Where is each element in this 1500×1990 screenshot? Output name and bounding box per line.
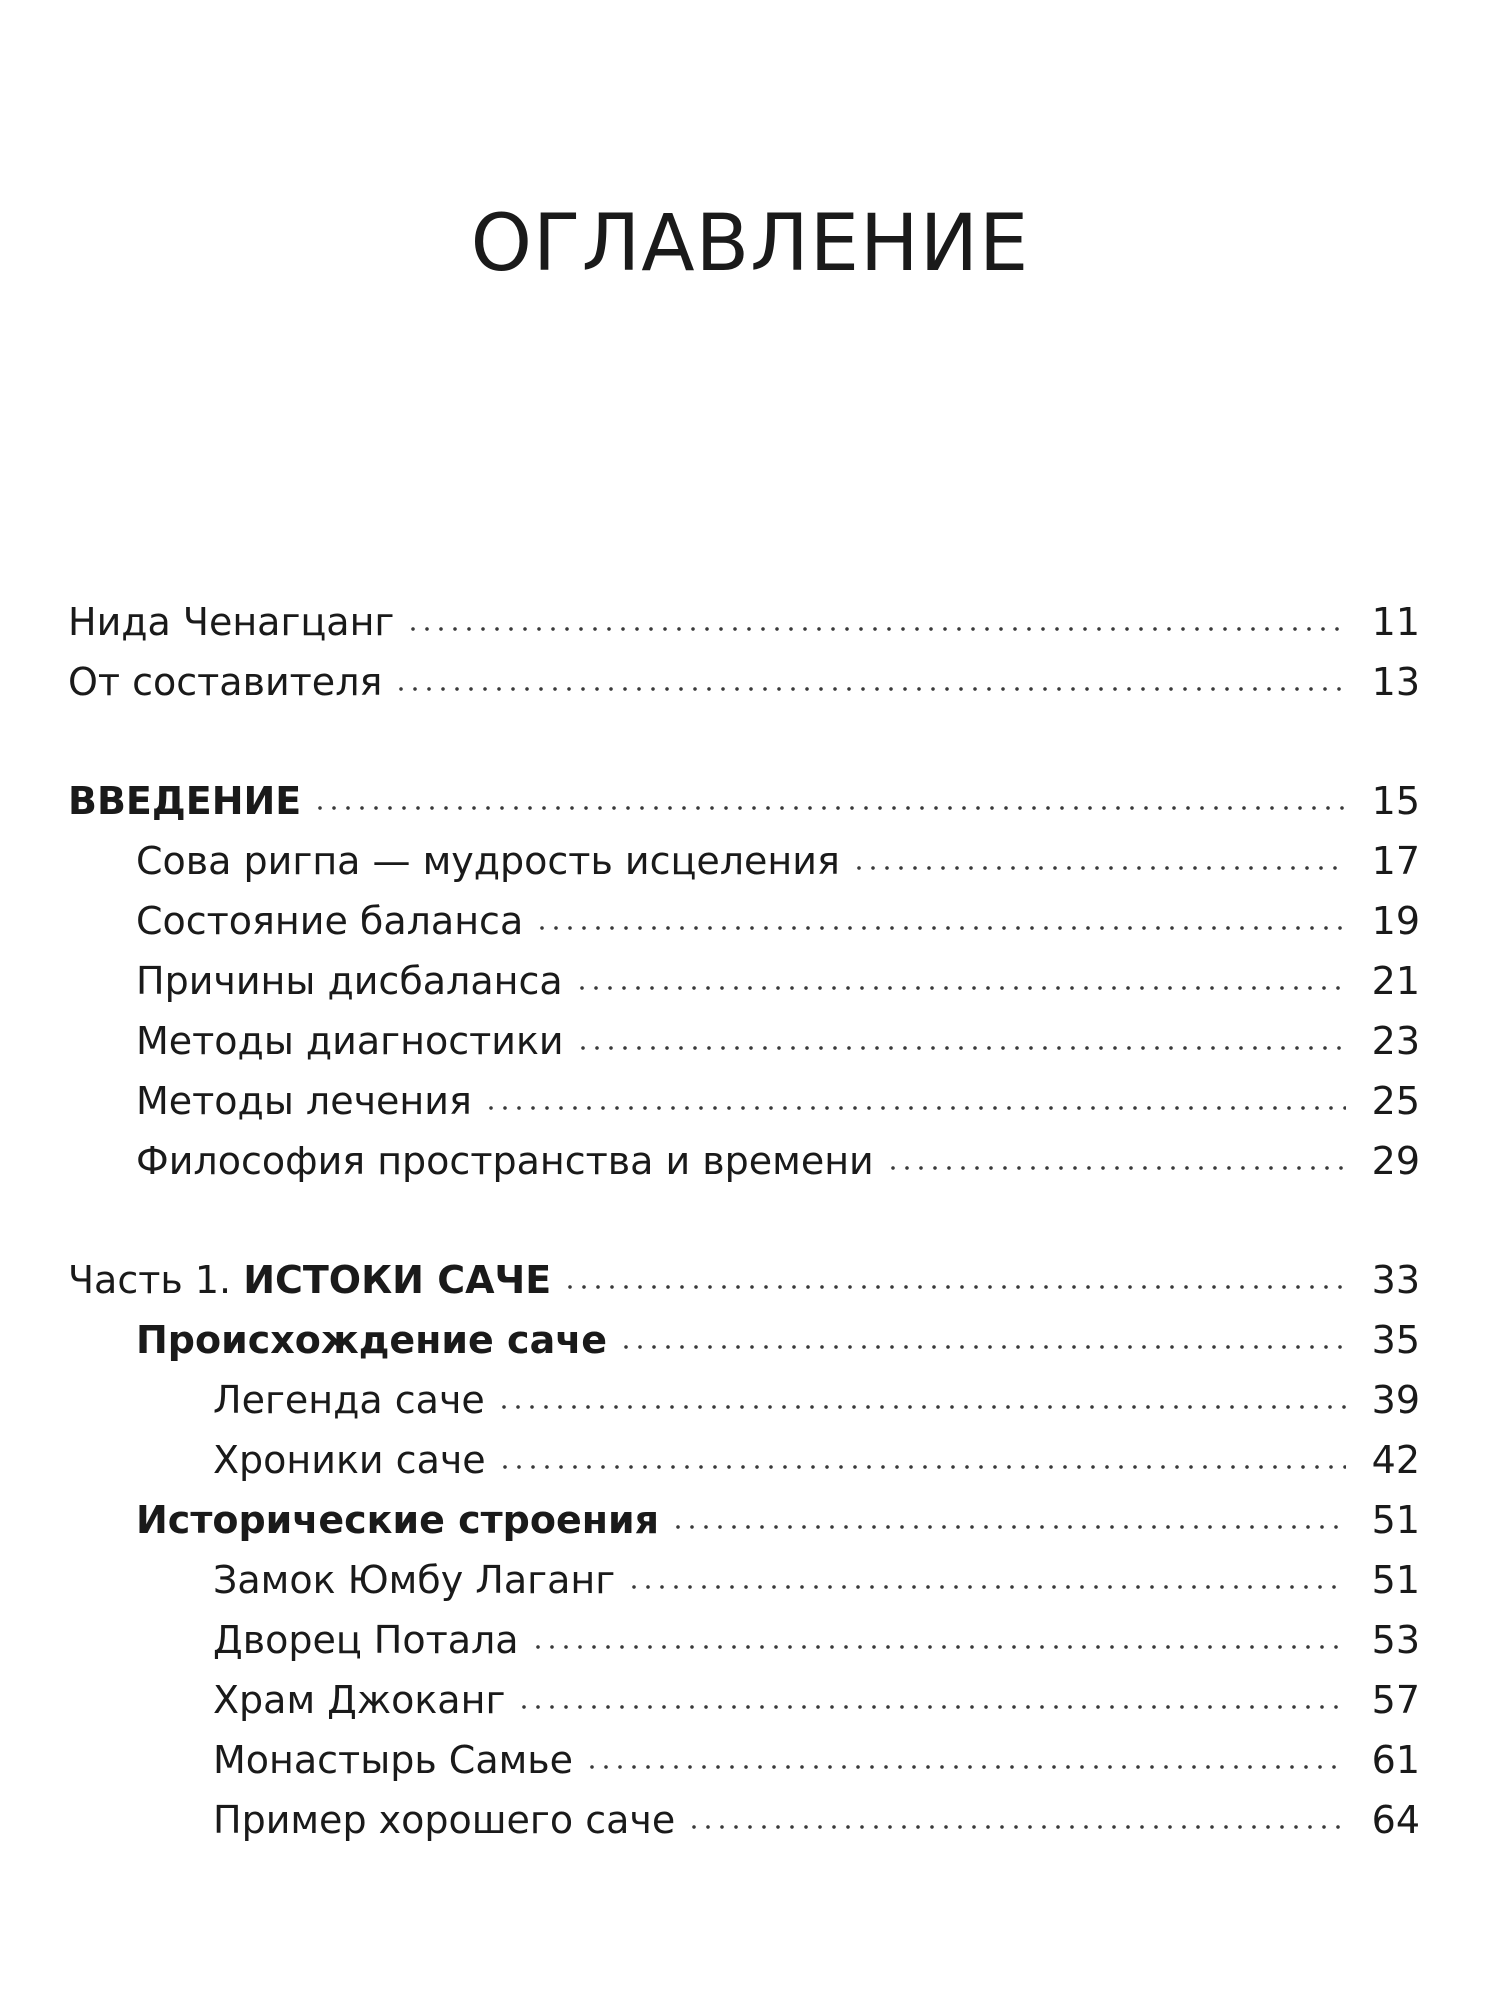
toc-entry-title: Пример хорошего саче [213, 1798, 676, 1842]
toc-entry-title: Философия пространства и времени [136, 1139, 874, 1183]
toc-page-number: 13 [1371, 660, 1420, 704]
dot-leader [671, 1525, 1346, 1529]
toc-page-number: 39 [1371, 1378, 1420, 1422]
dot-leader [852, 866, 1346, 870]
dot-leader [585, 1765, 1346, 1769]
toc-part-title: ИСТОКИ САЧЕ [243, 1258, 552, 1302]
dot-leader [627, 1585, 1346, 1589]
toc-entry-title: Состояние баланса [136, 899, 524, 943]
toc-entry[interactable] [68, 1071, 1420, 1131]
toc-entry[interactable] [68, 1790, 1420, 1850]
toc-entry-title: Причины дисбаланса [136, 959, 563, 1003]
toc-page-number: 51 [1371, 1498, 1420, 1542]
toc-page-number: 61 [1371, 1738, 1420, 1782]
toc-page-number: 35 [1371, 1318, 1420, 1362]
toc-entry-title: Хроники саче [213, 1438, 486, 1482]
toc-entry-title: Происхождение саче [136, 1318, 608, 1362]
toc-page-number: 25 [1371, 1079, 1420, 1123]
toc-entry[interactable] [68, 1550, 1420, 1610]
toc-entry-title: Сова ригпа — мудрость исцеления [136, 839, 840, 883]
toc-page-number: 42 [1371, 1438, 1420, 1482]
dot-leader [687, 1825, 1346, 1829]
toc-entry[interactable] [68, 831, 1420, 891]
toc-entry-title: Методы диагностики [136, 1019, 564, 1063]
toc-entry-title: Методы лечения [136, 1079, 472, 1123]
toc-entry[interactable] [68, 1370, 1420, 1430]
toc-page-number: 33 [1371, 1258, 1420, 1302]
toc-entry-title: Храм Джоканг [213, 1678, 506, 1722]
toc-section-heading[interactable] [68, 771, 1420, 831]
dot-leader [619, 1345, 1346, 1349]
toc-entry-title: Легенда саче [213, 1378, 485, 1422]
toc-entry-title [68, 1250, 551, 1310]
toc-entry[interactable] [68, 1430, 1420, 1490]
dot-leader [563, 1285, 1346, 1289]
dot-leader [484, 1106, 1346, 1110]
dot-leader [886, 1166, 1346, 1170]
toc-part-prefix: Часть 1. [68, 1258, 244, 1302]
toc-page-number: 64 [1371, 1798, 1420, 1842]
toc-page-number: 11 [1371, 600, 1420, 644]
toc-chapter-heading[interactable] [68, 1310, 1420, 1370]
toc-entry[interactable] [68, 652, 1420, 712]
toc-page-number: 23 [1371, 1019, 1420, 1063]
toc-page-number: 17 [1371, 839, 1420, 883]
dot-leader [497, 1405, 1346, 1409]
toc-page-number: 21 [1371, 959, 1420, 1003]
toc-entry-title: Дворец Потала [213, 1618, 519, 1662]
dot-leader [394, 687, 1346, 691]
dot-leader [498, 1465, 1346, 1469]
dot-leader [576, 1046, 1346, 1050]
dot-leader [406, 627, 1346, 631]
toc-entry[interactable] [68, 592, 1420, 652]
toc-entry[interactable] [68, 1131, 1420, 1191]
toc-page-number: 19 [1371, 899, 1420, 943]
toc-entry[interactable] [68, 891, 1420, 951]
toc-entry-title: От составителя [68, 660, 383, 704]
toc-page-number: 51 [1371, 1558, 1420, 1602]
toc-page-number: 53 [1371, 1618, 1420, 1662]
toc-part-heading[interactable] [68, 1250, 1420, 1310]
toc-chapter-heading[interactable] [68, 1490, 1420, 1550]
dot-leader [535, 926, 1346, 930]
toc-page-number: 15 [1371, 779, 1420, 823]
toc-entry-title: Нида Ченагцанг [68, 600, 395, 644]
toc-entry-title: Монастырь Самье [213, 1738, 574, 1782]
toc-entry-title: ВВЕДЕНИЕ [68, 779, 302, 823]
dot-leader [313, 806, 1346, 810]
toc-page-number: 29 [1371, 1139, 1420, 1183]
table-of-contents [68, 592, 1420, 1850]
toc-entry[interactable] [68, 1670, 1420, 1730]
dot-leader [531, 1645, 1346, 1649]
toc-entry[interactable] [68, 951, 1420, 1011]
toc-entry-title: Исторические строения [136, 1498, 660, 1542]
toc-page-number: 57 [1371, 1678, 1420, 1722]
dot-leader [575, 986, 1346, 990]
dot-leader [517, 1705, 1346, 1709]
toc-entry[interactable] [68, 1610, 1420, 1670]
toc-entry[interactable] [68, 1730, 1420, 1790]
page-title: ОГЛАВЛЕНИЕ [470, 199, 1030, 289]
toc-entry[interactable] [68, 1011, 1420, 1071]
toc-entry-title: Замок Юмбу Лаганг [213, 1558, 616, 1602]
